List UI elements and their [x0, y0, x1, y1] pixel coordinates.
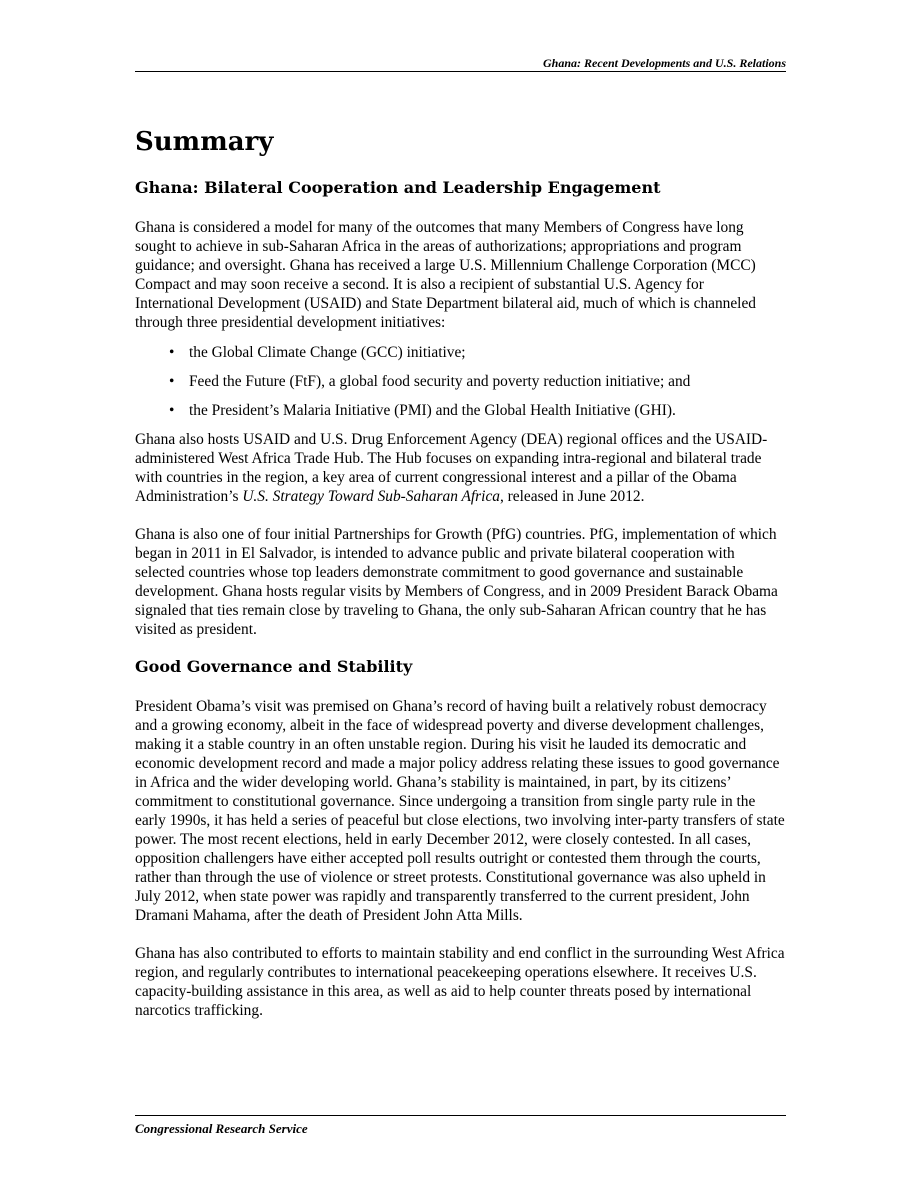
- footer-rule: [135, 1115, 786, 1116]
- paragraph-trade-hub: [135, 430, 786, 506]
- paragraph-obama-visit: President Obama’s visit was premised on Ghana’s record of having built a relatively robust democracy and a growing economy, albeit in the face of widespread poverty and diverse development challenges, making it a stable country in an often unstable region. During his visit he lauded its democratic and economic development record and made a major policy address relating these issues to good governance in Africa and the wider developing world. Ghana’s stability is maintained, in part, by its citizens’ commitment to constitutional governance. Since undergoing a transition from single party rule in the early 1990s, it has held a series of peaceful but close elections, two involving inter-party transfers of state power. The most recent elections, held in early December 2012, were closely contested. In all cases, opposition challengers have either accepted poll results outright or contested them through the courts, rather than through the use of violence or street protests. Constitutional governance was also upheld in July 2012, when state power was rapidly and transparently transferred to the current president, John Dramani Mahama, after the death of President John Atta Mills.: [135, 698, 785, 924]
- bullet-icon: •: [169, 402, 175, 419]
- paragraph-model-for-outcomes: Ghana is considered a model for many of the outcomes that many Members of Congress have long sought to achieve in sub-Saharan Africa in the areas of authorizations; appropriations and program guidance; and oversight. Ghana has received a large U.S. Millennium Challenge Corporation (MCC) Compact and may soon receive a second. It is also a recipient of substantial U.S. Agency for International Development (USAID) and State Department bilateral aid, much of which is channeled through three presidential development initiatives:: [135, 219, 756, 331]
- list-item: [135, 343, 786, 362]
- section-heading-bilateral-cooperation: Ghana: Bilateral Cooperation and Leadership Engagement: [135, 178, 661, 197]
- trade-hub-text-end: , released in June 2012.: [499, 488, 645, 505]
- list-item-text: the Global Climate Change (GCC) initiative;: [189, 344, 466, 361]
- section-heading-good-governance: Good Governance and Stability: [135, 657, 413, 676]
- running-header: Ghana: Recent Developments and U.S. Relations: [542, 56, 786, 70]
- page-content: [135, 122, 786, 1020]
- list-item-text: the President’s Malaria Initiative (PMI) and the Global Health Initiative (GHI).: [189, 402, 676, 419]
- page-title: Summary: [135, 127, 274, 157]
- strategy-title: U.S. Strategy Toward Sub-Saharan Africa: [242, 488, 500, 505]
- paragraph-partnerships-for-growth: Ghana is also one of four initial Partnerships for Growth (PfG) countries. PfG, implementation of which began in 2011 in El Salvador, is intended to advance public and private bilateral cooperation with selected countries whose top leaders demonstrate commitment to good governance and sustainable development. Ghana hosts regular visits by Members of Congress, and in 2009 President Barack Obama signaled that ties remain close by traveling to Ghana, the only sub-Saharan African country that he has visited as president.: [135, 526, 778, 638]
- list-item: [135, 401, 786, 420]
- bullet-icon: •: [169, 373, 175, 390]
- list-item: [135, 372, 786, 391]
- trade-hub-text: Ghana also hosts USAID and U.S. Drug Enforcement Agency (DEA) regional offices and the USAID-administered West Africa Trade Hub. The Hub focuses on expanding intra-regional and bilateral trade with countries in the region, a key area of current congressional interest and a pillar of the Obama Administration’s: [135, 431, 768, 505]
- running-footer: Congressional Research Service: [135, 1121, 308, 1136]
- paragraph-regional-stability: Ghana has also contributed to efforts to maintain stability and end conflict in the surrounding West Africa region, and regularly contributes to international peacekeeping operations elsewhere. It receives U.S. capacity-building assistance in this area, as well as aid to help counter threats posed by international narcotics trafficking.: [135, 945, 785, 1019]
- header-rule: [135, 71, 786, 72]
- list-item-text: Feed the Future (FtF), a global food security and poverty reduction initiative; and: [189, 373, 691, 390]
- bullet-icon: •: [169, 344, 175, 361]
- initiatives-list: [135, 343, 786, 420]
